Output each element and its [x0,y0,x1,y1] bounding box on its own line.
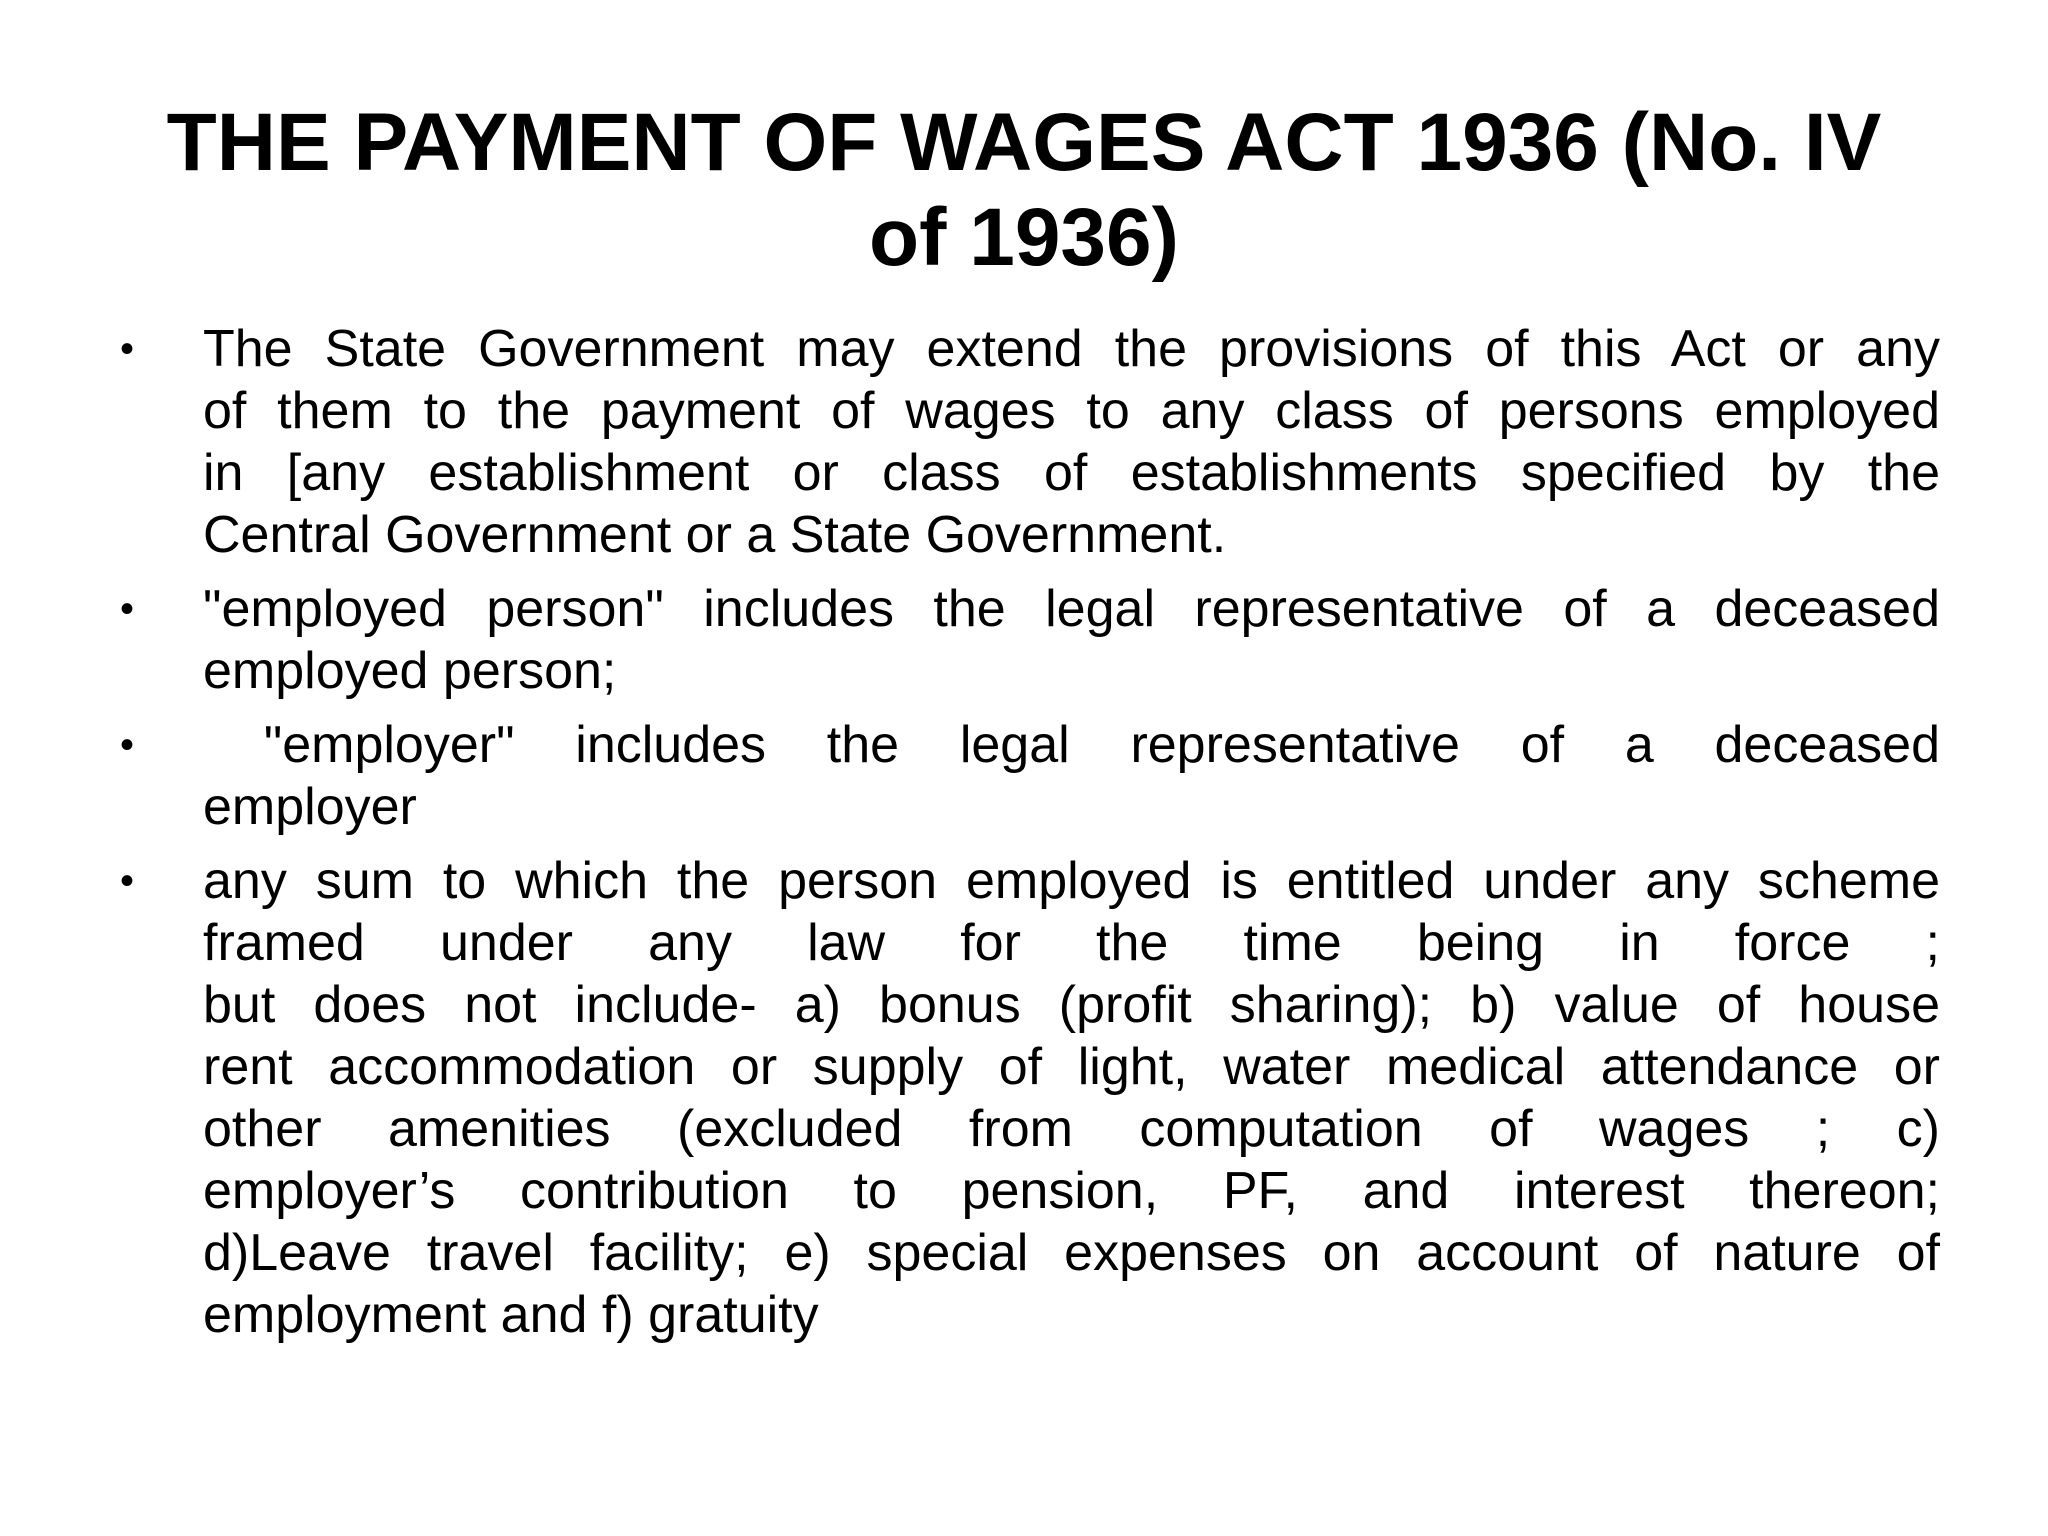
bullet-line: d)Leave travel facility; e) special expenses on account of nature of [203,1224,1940,1282]
bullet-dot-icon: • [120,327,135,371]
slide-title: THE PAYMENT OF WAGES ACT 1936 (No. IV of 1936) [166,97,1882,283]
bullet-item-employer [120,714,1940,838]
bullet-line: framed under any law for the time being in force ; [203,914,1940,972]
bullet-line: of them to the payment of wages to any class of persons employed [203,382,1940,440]
bullet-line: "employer" includes the legal representative of a deceased [203,716,1940,774]
bullet-line: employer’s contribution to pension, PF, and interest thereon; [203,1162,1940,1220]
bullet-text [203,578,1940,702]
bullet-item-extend-provisions [120,318,1940,566]
bullet-line: but does not include- a) bonus (profit sharing); b) value of house [203,976,1940,1034]
bullet-text [203,318,1940,566]
bullet-dot-icon: • [120,587,135,631]
bullet-dot-icon: • [120,859,135,903]
bullet-line: The State Government may extend the provisions of this Act or any [203,320,1940,378]
bullet-line: employed person; [203,642,617,700]
bullet-line: any sum to which the person employed is entitled under any scheme [203,852,1940,910]
bullet-line: rent accommodation or supply of light, water medical attendance or [203,1038,1940,1096]
bullet-line: employment and f) gratuity [203,1286,819,1344]
bullet-item-employed-person [120,578,1940,702]
bullet-line: Central Government or a State Government. [203,506,1227,564]
bullet-text [203,714,1940,838]
bullet-list [120,318,1940,1358]
bullet-line: in [any establishment or class of establishments specified by the [203,444,1940,502]
bullet-dot-icon: • [120,723,135,767]
bullet-line: employer [203,778,417,836]
bullet-item-wages-exclusions [120,850,1940,1346]
bullet-line: "employed person" includes the legal representative of a deceased [203,580,1940,638]
bullet-text [203,850,1940,1346]
bullet-line: other amenities (excluded from computation of wages ; c) [203,1100,1940,1158]
